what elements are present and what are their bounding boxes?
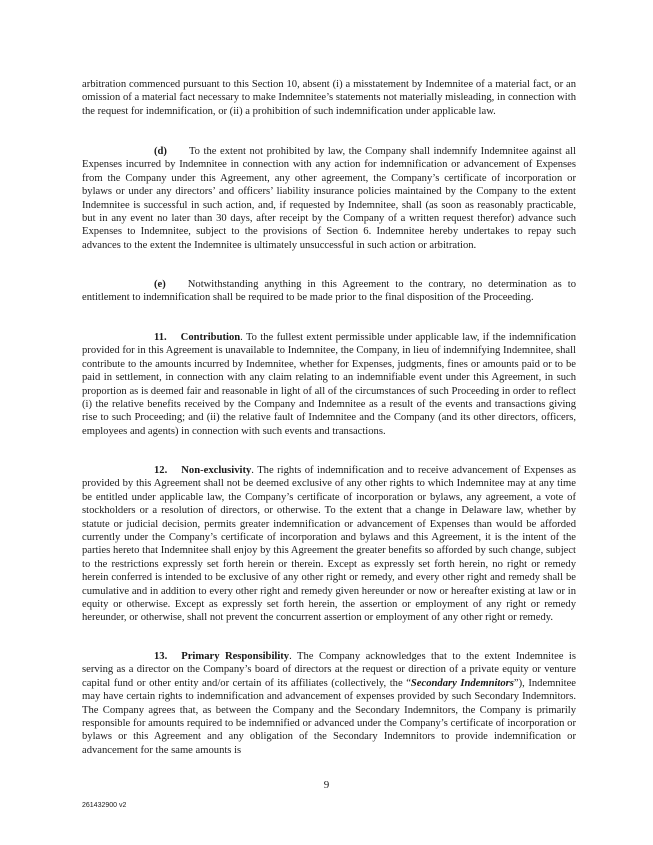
paragraph-d-text: To the extent not prohibited by law, the Company shall indemnify Indemnitee against all Expenses incurred by Indemnitee in connection with any action for indemnification or advancement of Expenses from the Company under this Agreement, any other agreement, the Company’s certificate of incorporation or bylaws or under any directors’ and officers’ liability insurance policies maintained by the Company to the extent Indemnitee is successful in such action, and, if requested by Indemnitee, shall (as soon as reasonably practicable, but in any event no later than 30 days, after receipt by the Company of a written request therefor) advance such Expenses to Indemnitee, subject to the provisions of Section 6. Indemnitee hereby undertakes to repay such advances to the extent the Indemnitee is ultimately unsuccessful in such action or arbitration.	[82, 146, 576, 251]
section-12	[82, 464, 576, 625]
section-11-heading: Contribution	[180, 332, 241, 343]
section-13-number: 13.	[154, 651, 168, 662]
section-13	[82, 650, 576, 757]
section-12-heading: Non-exclusivity	[181, 465, 252, 476]
page-number: 9	[323, 779, 330, 791]
section-11	[82, 331, 576, 438]
continuation-paragraph: arbitration commenced pursuant to this Section 10, absent (i) a misstatement by Indemnitee of a material fact, or an omission of a material fact necessary to make Indemnitee’s statements not materially misleading, in connection with the request for indemnification, or (ii) a prohibition of such indemnification under applicable law.	[82, 79, 576, 117]
paragraph-e	[82, 278, 576, 305]
section-11-text: . To the fullest extent permissible under applicable law, if the indemnification provided for in this Agreement is unavailable to Indemnitee, the Company, in lieu of indemnifying Indemnitee, shall contribute to the amounts incurred by Indemnitee, whether for Expenses, judgments, fines or amounts paid or to be paid in settlement, in connection with any claim relating to an indemnifiable event under this Agreement, in such proportion as is deemed fair and reasonable in light of all of the circumstances of such Proceeding in order to reflect (i) the relative benefits received by the Company and Indemnitee as a result of the events and transactions giving rise to such Proceeding; and (ii) the relative fault of Indemnitee and the Company (and its other directors, officers, employees and agents) in connection with such events and transactions.	[82, 332, 576, 437]
paragraph-e-label: (e)	[154, 279, 166, 290]
paragraph-d	[82, 145, 576, 252]
section-13-text-before: . The Company acknowledges that to the extent Indemnitee is serving as a director on the Company’s board of directors at the request or direction of a private equity or venture capital fund or other entity and/or certain of its affiliates (collectively, the “	[82, 651, 576, 689]
section-13-heading: Primary Responsibility	[181, 651, 290, 662]
document-id: 261432900 v2	[82, 802, 127, 809]
section-13-text-after: ”), Indemnitee may have certain rights to indemnification and advancement of expenses provided by such Secondary Indemnitors. The Company agrees that, as between the Company and the Secondary Indemnitors, the Company is primarily responsible for amounts required to be indemnified or advanced under the Company’s certificate of incorporation or bylaws or this Agreement and any obligation of the Secondary Indemnitors to provide indemnification or advancement for the same amounts is	[82, 677, 576, 756]
section-12-number: 12.	[154, 465, 168, 476]
paragraph-e-text: Notwithstanding anything in this Agreement to the contrary, no determination as to entitlement to indemnification shall be required to be made prior to the final disposition of the Proceeding.	[82, 279, 576, 304]
section-11-number: 11.	[154, 332, 167, 343]
section-13-defined-term: Secondary Indemnitors	[410, 677, 514, 689]
paragraph-d-label: (d)	[154, 146, 167, 157]
section-12-text: . The rights of indemnification and to receive advancement of Expenses as provided by this Agreement shall not be deemed exclusive of any other rights to which Indemnitee may at any time be entitled under applicable law, the Company’s certificate of incorporation or bylaws, any agreement, a vote of stockholders or a resolution of directors, or otherwise. To the extent that a change in Delaware law, whether by statute or judicial decision, permits greater indemnification or advancement of Expenses than would be afforded currently under the Company’s certificate of incorporation and bylaws and this Agreement, it is the intent of the parties hereto that Indemnitee shall enjoy by this Agreement the greater benefits so afforded by such change, subject to the restrictions expressly set forth herein or therein. Except as expressly set forth herein, no right or remedy herein conferred is intended to be exclusive of any other right or remedy, and every other right and remedy shall be cumulative and in addition to every other right and remedy given hereunder or now or hereafter existing at law or in equity or otherwise. Except as expressly set forth herein, the assertion or employment of any right or remedy hereunder, or otherwise, shall not prevent the concurrent assertion or employment of any other right or remedy.	[82, 465, 576, 624]
